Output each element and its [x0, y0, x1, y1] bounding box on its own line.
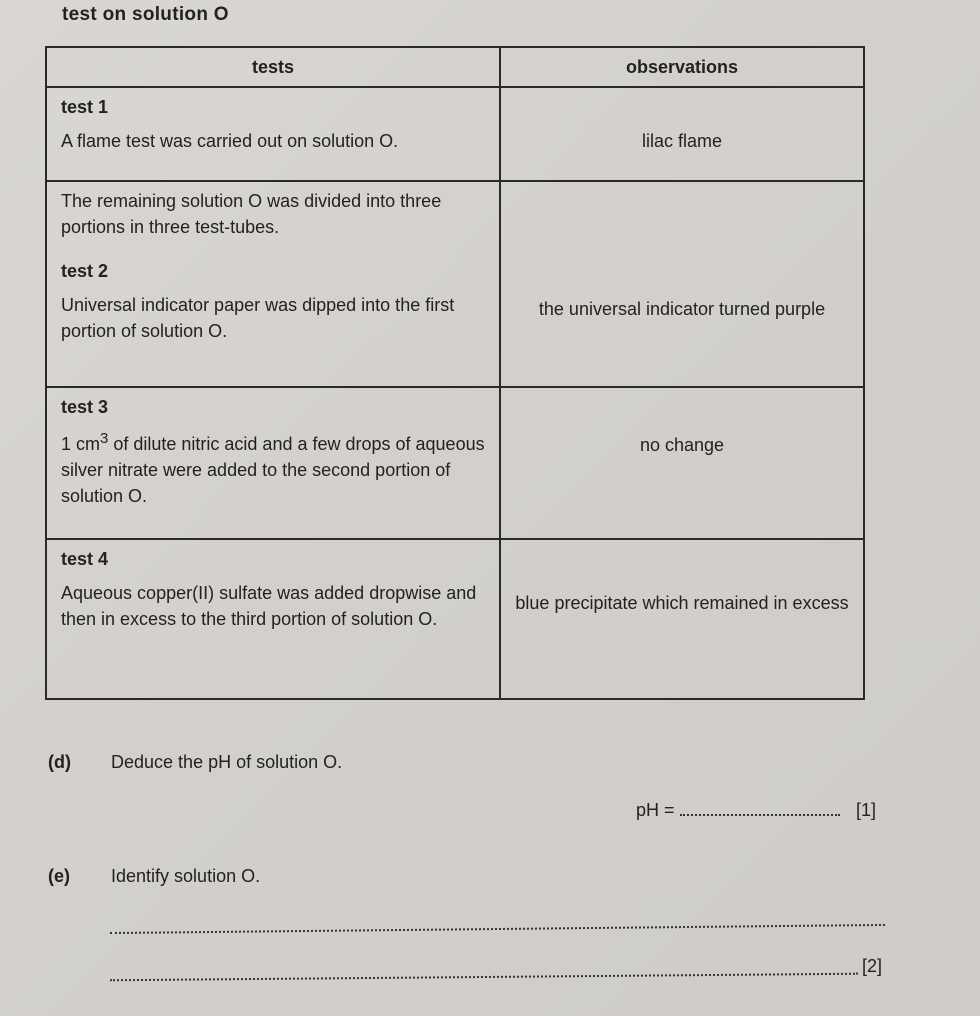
observation-cell [500, 87, 864, 181]
observation-cell [500, 387, 864, 539]
test-cell [46, 181, 500, 387]
test-description: The remaining solution O was divided into three portions in three test-tubes. [61, 191, 442, 238]
test-title: test 1 [61, 97, 109, 118]
ph-answer-line[interactable] [636, 800, 840, 821]
marks-e: [2] [862, 956, 883, 976]
question-label: (e) [48, 866, 70, 886]
test-description: Universal indicator paper was dipped into the first portion of solution O. [61, 295, 455, 342]
answer-line-1[interactable] [110, 924, 885, 934]
observation-cell [500, 539, 864, 699]
test-title: test 4 [61, 549, 109, 570]
test-title: test 2 [61, 261, 109, 282]
table-row [46, 87, 864, 181]
question-label: (d) [48, 752, 71, 772]
tests-table [45, 46, 865, 700]
observation-text: no change [639, 435, 725, 456]
observation-cell [500, 181, 864, 387]
marks-d: [1] [856, 800, 877, 820]
question-text: Deduce the pH of solution O. [111, 752, 343, 772]
table-row [46, 539, 864, 699]
test-cell [46, 87, 500, 181]
test-title: test 3 [61, 397, 109, 418]
table-header-row [46, 47, 864, 87]
observation-text: lilac flame [641, 131, 723, 152]
section-heading: test on solution O [62, 4, 229, 25]
ph-answer-blank[interactable] [680, 800, 840, 816]
column-header-observations: observations [500, 47, 864, 87]
column-header-tests: tests [46, 47, 500, 87]
question-e [48, 866, 260, 887]
observation-text: blue precipitate which remained in excess [515, 593, 849, 614]
question-d [48, 752, 342, 773]
test-cell [46, 387, 500, 539]
test-description: A flame test was carried out on solution O. [61, 131, 399, 152]
test-description: 1 $cm^3$ of dilute nitric acid and a few drops of aqueous silver nitrate were added to the second portion of solution O. [61, 430, 485, 507]
table-row [46, 387, 864, 539]
ph-label: pH = [636, 800, 675, 820]
answer-line-2[interactable] [110, 973, 858, 982]
question-text: Identify solution O. [111, 866, 261, 886]
observation-text: the universal indicator turned purple [538, 299, 826, 320]
test-description: Aqueous copper(II) sulfate was added dropwise and then in excess to the third portion of solution O. [61, 583, 477, 630]
test-cell [46, 539, 500, 699]
table-row [46, 181, 864, 387]
